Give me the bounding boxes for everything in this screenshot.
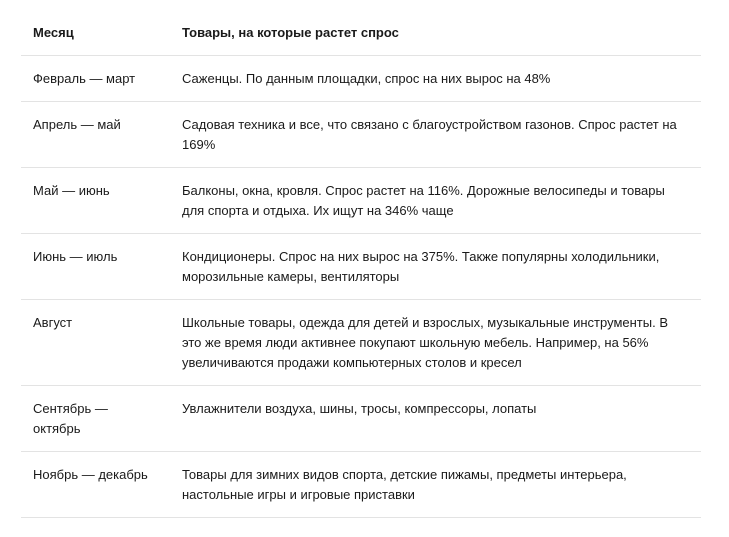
header-row — [21, 14, 701, 56]
month-cell: Сентябрь — октябрь — [21, 386, 170, 452]
demand-table-container — [21, 14, 701, 518]
goods-cell: Садовая техника и все, что связано с благоустройством газонов. Спрос растет на 169% — [170, 102, 701, 168]
table-row — [21, 56, 701, 102]
goods-cell: Увлажнители воздуха, шины, тросы, компрессоры, лопаты — [170, 386, 701, 452]
table-row — [21, 168, 701, 234]
month-cell: Август — [21, 300, 170, 386]
table-row — [21, 452, 701, 518]
demand-table — [21, 14, 701, 518]
month-cell: Февраль — март — [21, 56, 170, 102]
goods-cell: Товары для зимних видов спорта, детские пижамы, предметы интерьера, настольные игры и игровые приставки — [170, 452, 701, 518]
header-goods: Товары, на которые растет спрос — [170, 14, 701, 56]
month-cell: Ноябрь — декабрь — [21, 452, 170, 518]
month-cell: Июнь — июль — [21, 234, 170, 300]
goods-cell: Школьные товары, одежда для детей и взрослых, музыкальные инструменты. В это же время люди активнее покупают школьную мебель. Например, на 56% увеличиваются продажи компьютерных столов и кресел — [170, 300, 701, 386]
month-cell: Апрель — май — [21, 102, 170, 168]
goods-cell: Саженцы. По данным площадки, спрос на них вырос на 48% — [170, 56, 701, 102]
goods-cell: Кондиционеры. Спрос на них вырос на 375%. Также популярны холодильники, морозильные камеры, вентиляторы — [170, 234, 701, 300]
table-body — [21, 56, 701, 518]
table-row — [21, 234, 701, 300]
table-row — [21, 386, 701, 452]
goods-cell: Балконы, окна, кровля. Спрос растет на 116%. Дорожные велосипеды и товары для спорта и отдыха. Их ищут на 346% чаще — [170, 168, 701, 234]
table-header — [21, 14, 701, 56]
table-row — [21, 102, 701, 168]
header-month: Месяц — [21, 14, 170, 56]
month-cell: Май — июнь — [21, 168, 170, 234]
table-row — [21, 300, 701, 386]
